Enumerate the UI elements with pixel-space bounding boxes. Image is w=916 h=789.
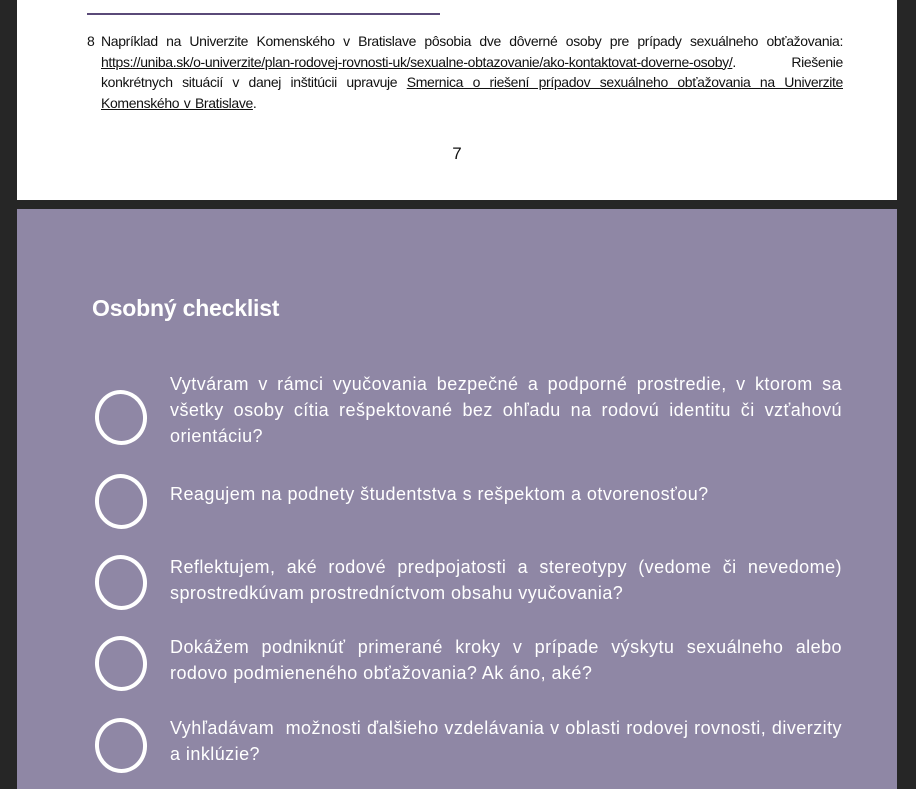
footnote-text-middle: . Riešenie konkrétnych situácií v danej inštitúcii upravuje (101, 53, 843, 91)
footnote-separator (87, 13, 440, 15)
checkbox-circle-icon[interactable] (91, 552, 150, 614)
checklist-item-text: Reagujem na podnety študentstva s rešpektom a otvorenosťou? (170, 484, 709, 504)
footnote-text-end: . (252, 94, 257, 111)
checklist-item[interactable] (95, 471, 845, 551)
checklist-item[interactable] (95, 554, 848, 634)
checklist-item-text: Vytváram v rámci vyučovania bezpečné a podporné prostredie, v ktorom sa všetky osoby cítia rešpektované bez ohľadu na rodovú identitu či vzťahovú orientáciu? (170, 374, 848, 446)
checklist-item[interactable] (95, 718, 848, 789)
checklist-item[interactable] (95, 636, 848, 716)
checklist-item-text: Reflektujem, aké rodové predpojatosti a stereotypy (vedome či nevedome) sprostredkúvam prostredníctvom obsahu vyučovania? (170, 557, 848, 603)
page-number: 7 (452, 144, 462, 163)
footnote-guideline-link[interactable]: Smernica o riešení prípadov sexuálneho obťažovania na Univerzite Komenského v Bratislave (101, 74, 843, 111)
footnote-text-intro: Napríklad na Univerzite Komenského v Bratislave pôsobia dve dôverné osoby pre prípady sexuálneho obťažovania: (101, 33, 843, 49)
checkbox-circle-icon[interactable] (91, 471, 150, 533)
footnote-number: 8 (87, 33, 95, 49)
footnote (87, 31, 843, 113)
checklist-item-text: Vyhľadávam možnosti ďalšieho vzdelávania v oblasti rodovej rovnosti, diverzity a inklúzie? (170, 718, 848, 764)
checklist-title: Osobný checklist (92, 295, 280, 321)
footnote-text (101, 31, 843, 113)
checklist-item[interactable] (95, 374, 848, 457)
checkbox-circle-icon[interactable] (91, 387, 150, 449)
checkbox-circle-icon[interactable] (91, 715, 150, 777)
page-7 (17, 0, 897, 200)
footnote-url-link[interactable]: https://uniba.sk/o-univerzite/plan-rodovej-rovnosti-uk/sexualne-obtazovanie/ako-kontaktovat-doverne-osoby/ (101, 53, 733, 70)
checklist-item-text: Dokážem podniknúť primerané kroky v prípade výskytu sexuálneho alebo rodovo podmieneného obťažovania? Ak áno, aké? (170, 637, 848, 683)
checkbox-circle-icon[interactable] (91, 633, 150, 695)
page-8 (17, 209, 897, 789)
